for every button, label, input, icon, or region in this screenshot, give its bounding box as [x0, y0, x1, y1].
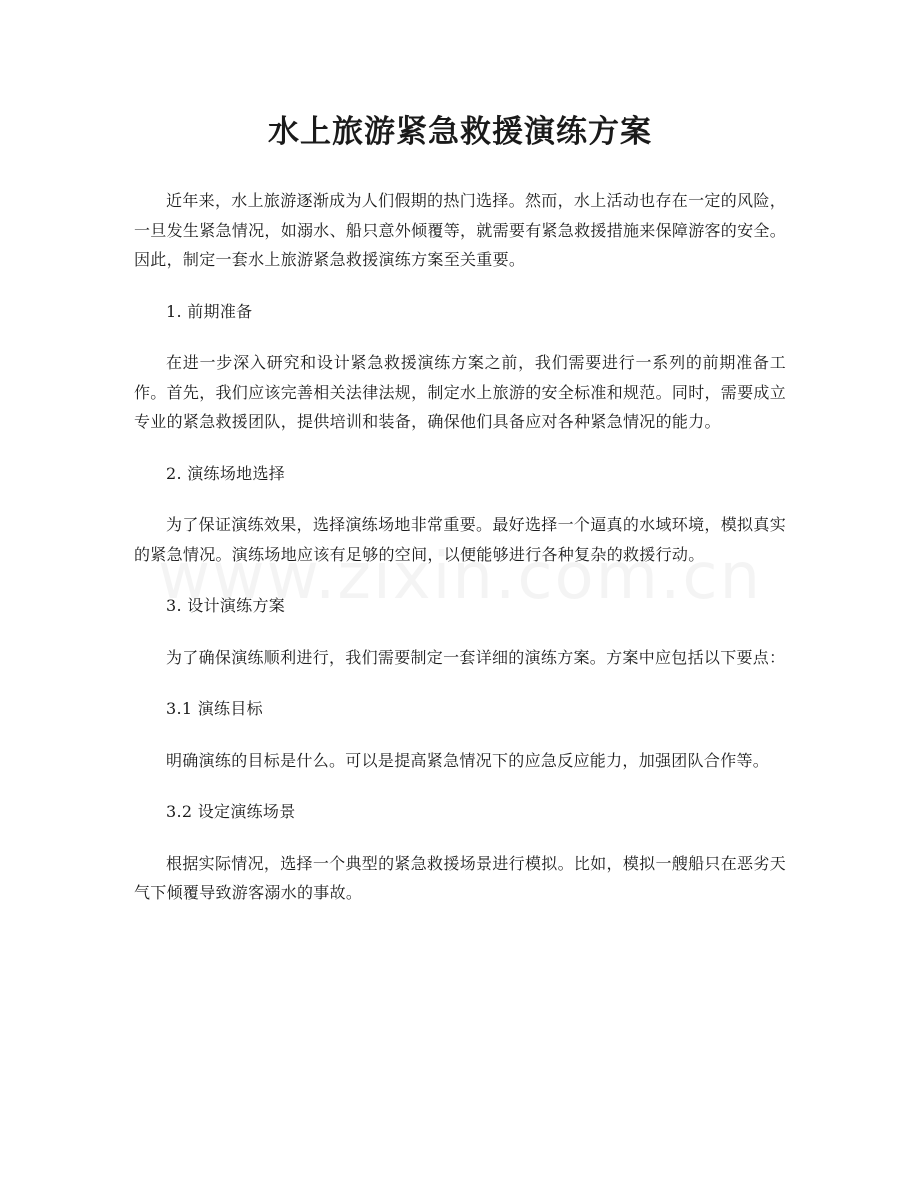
- document-body: [134, 186, 786, 930]
- scenario-paragraph: 根据实际情况，选择一个典型的紧急救援场景进行模拟。比如，模拟一艘船只在恶劣天气下倾覆导致游客溺水的事故。: [134, 853, 786, 902]
- subsection-heading-goal: 3.1 演练目标: [166, 699, 263, 718]
- subsection-heading-scenario: 3.2 设定演练场景: [166, 802, 296, 821]
- section-heading-preparation: 1. 前期准备: [166, 301, 253, 321]
- intro-paragraph: 近年来，水上旅游逐渐成为人们假期的热门选择。然而，水上活动也存在一定的风险，一旦发生紧急情况，如溺水、船只意外倾覆等，就需要有紧急救援措施来保障游客的安全。因此，制定一套水上旅游紧急救援演练方案至关重要。: [134, 191, 787, 269]
- preparation-paragraph: 在进一步深入研究和设计紧急救援演练方案之前，我们需要进行一系列的前期准备工作。首先，我们应该完善相关法律法规，制定水上旅游的安全标准和规范。同时，需要成立专业的紧急救援团队，提供培训和装备，确保他们具备应对各种紧急情况的能力。: [134, 353, 787, 431]
- document-title: 水上旅游紧急救援演练方案: [268, 114, 652, 150]
- section-heading-venue: 2. 演练场地选择: [166, 463, 286, 483]
- section-heading-plan: 3. 设计演练方案: [166, 596, 286, 615]
- venue-paragraph: 为了保证演练效果，选择演练场地非常重要。最好选择一个逼真的水域环境，模拟真实的紧急情况。演练场地应该有足够的空间，以便能够进行各种复杂的救援行动。: [134, 515, 786, 564]
- plan-paragraph: 为了确保演练顺利进行，我们需要制定一套详细的演练方案。方案中应包括以下要点：: [166, 647, 786, 667]
- goal-paragraph: 明确演练的目标是什么。可以是提高紧急情况下的应急反应能力，加强团队合作等。: [166, 750, 770, 770]
